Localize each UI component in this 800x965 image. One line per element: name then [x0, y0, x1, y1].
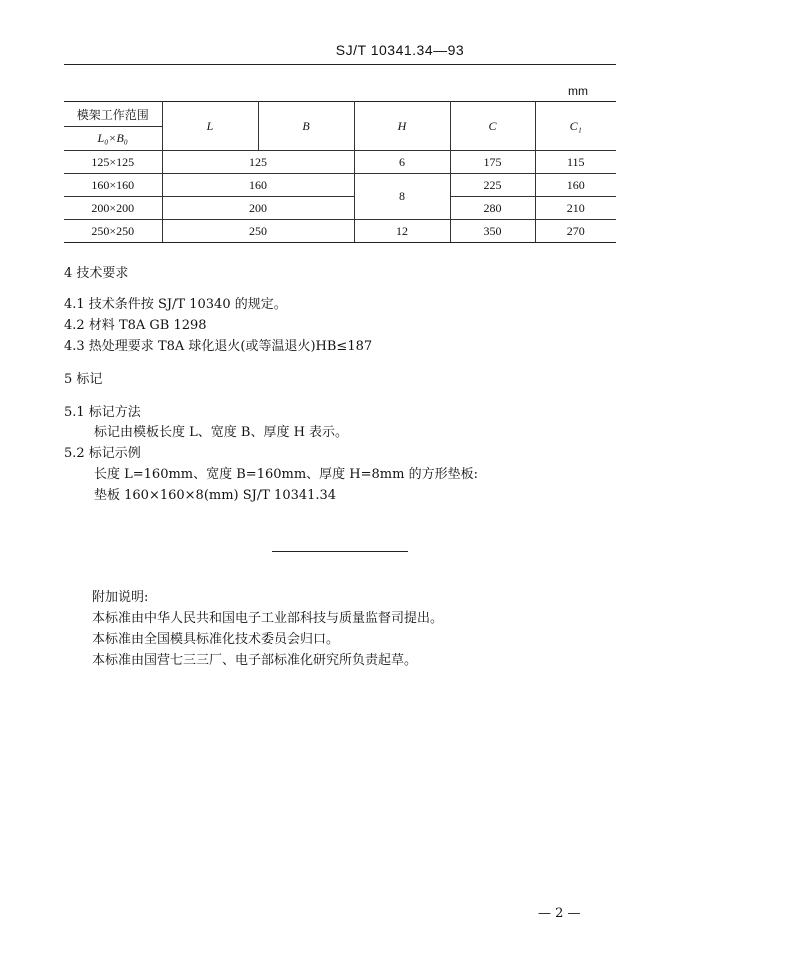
- table-row: [64, 174, 616, 197]
- notes-line-1: 本标准由中华人民共和国电子工业部科技与质量监督司提出。: [92, 611, 444, 626]
- clause-5-1: 5.1 标记方法: [64, 405, 141, 420]
- clause-4-2: 4.2 材料 T8A GB 1298: [64, 318, 207, 333]
- cell-C: 175: [450, 151, 535, 174]
- header-B: B: [258, 102, 354, 151]
- section-divider: [272, 551, 408, 552]
- header-range-line2: L₀×B₀: [64, 127, 162, 151]
- header-H: H: [354, 102, 450, 151]
- clause-5-2-text2: 垫板 160×160×8(mm) SJ/T 10341.34: [94, 488, 337, 503]
- cell-C1: 115: [535, 151, 616, 174]
- clause-5-2: 5.2 标记示例: [64, 446, 141, 461]
- cell-H: 12: [354, 220, 450, 243]
- page-number: — 2 —: [538, 906, 581, 921]
- section-5-title: 5 标记: [64, 372, 103, 387]
- cell-C1: 270: [535, 220, 616, 243]
- cell-H: 8: [354, 174, 450, 220]
- section-4-title: 4 技术要求: [64, 266, 129, 281]
- clause-4-3: 4.3 热处理要求 T8A 球化退火(或等温退火)HB≤187: [64, 339, 373, 354]
- cell-C: 225: [450, 174, 535, 197]
- header-C1: C₁: [535, 102, 616, 151]
- header-L: L: [162, 102, 258, 151]
- cell-LB: 160: [162, 174, 354, 197]
- clause-5-2-text1: 长度 L=160mm、宽度 B=160mm、厚度 H=8mm 的方形垫板:: [94, 467, 478, 482]
- cell-range: 125×125: [64, 151, 162, 174]
- cell-C: 350: [450, 220, 535, 243]
- notes-title: 附加说明:: [92, 590, 149, 605]
- header-rule: [64, 64, 616, 65]
- table-row: [64, 197, 616, 220]
- table-row: [64, 151, 616, 174]
- dimension-table: [64, 101, 616, 243]
- cell-range: 250×250: [64, 220, 162, 243]
- cell-range: 160×160: [64, 174, 162, 197]
- document-number-header: SJ/T 10341.34—93: [335, 42, 465, 58]
- cell-C1: 210: [535, 197, 616, 220]
- cell-C: 280: [450, 197, 535, 220]
- cell-H: 6: [354, 151, 450, 174]
- table-row: [64, 220, 616, 243]
- cell-LB: 200: [162, 197, 354, 220]
- header-C: C: [450, 102, 535, 151]
- clause-5-1-text: 标记由模板长度 L、宽度 B、厚度 H 表示。: [94, 425, 349, 440]
- cell-LB: 250: [162, 220, 354, 243]
- notes-line-3: 本标准由国营七三三厂、电子部标准化研究所负责起草。: [92, 653, 418, 668]
- clause-4-1: 4.1 技术条件按 SJ/T 10340 的规定。: [64, 297, 287, 312]
- cell-C1: 160: [535, 174, 616, 197]
- cell-range: 200×200: [64, 197, 162, 220]
- notes-line-2: 本标准由全国模具标准化技术委员会归口。: [92, 632, 340, 647]
- cell-LB: 125: [162, 151, 354, 174]
- header-range-line1: 模架工作范围: [64, 102, 162, 127]
- table-unit: mm: [568, 84, 588, 98]
